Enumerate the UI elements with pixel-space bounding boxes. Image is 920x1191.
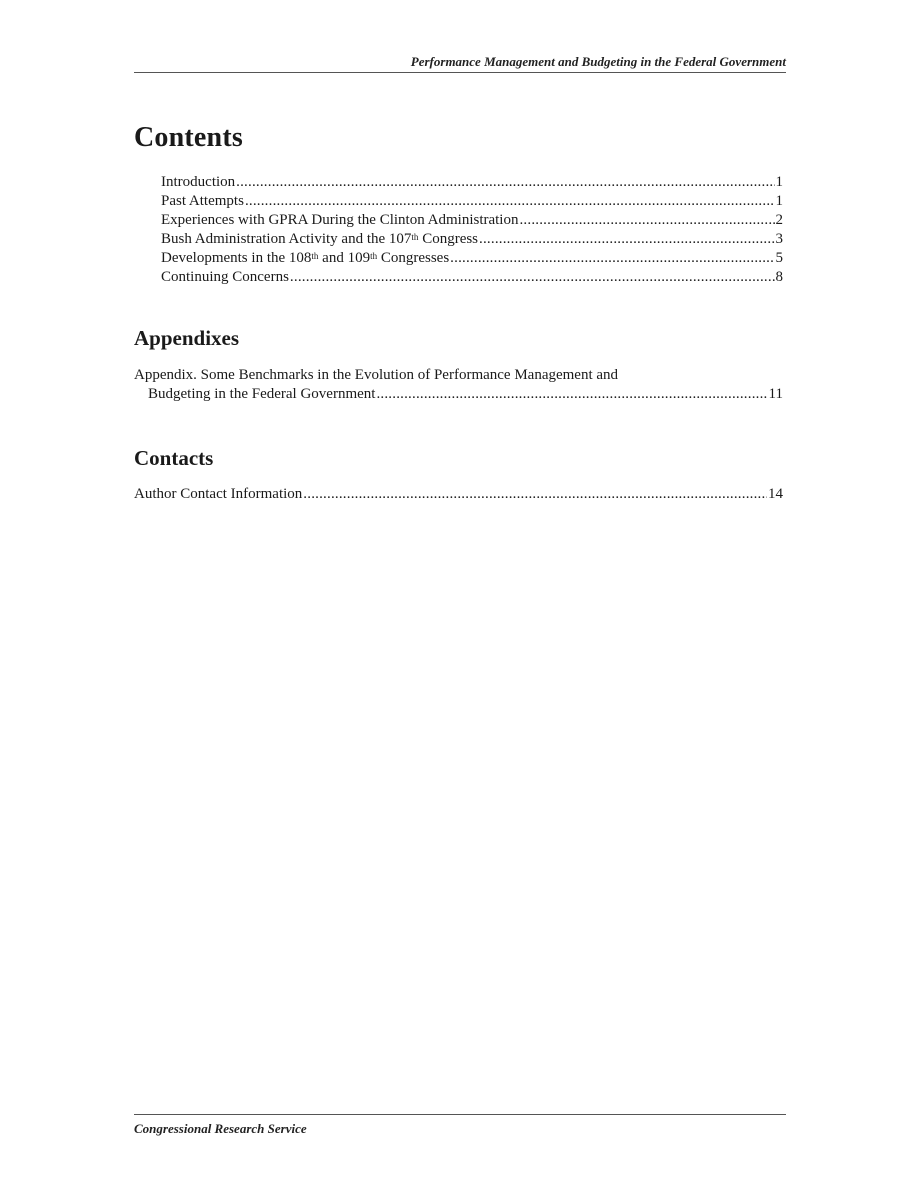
dot-leader	[303, 485, 767, 504]
appendixes-heading: Appendixes	[134, 326, 240, 350]
toc-entry-page: 1	[775, 193, 783, 209]
contacts-entry[interactable]	[134, 485, 783, 504]
footer-text: Congressional Research Service	[134, 1121, 307, 1136]
contacts-entry-page: 14	[768, 486, 783, 502]
contacts-heading: Contacts	[134, 446, 214, 470]
toc-entry-page: 8	[775, 269, 783, 285]
toc-entry-bush-107th[interactable]	[161, 230, 783, 249]
contents-heading: Contents	[134, 122, 243, 153]
toc-title-part: Congresses	[377, 250, 450, 266]
toc-entry-title: Continuing Concerns	[161, 269, 289, 285]
contents-list	[161, 173, 783, 287]
toc-entry-108th-109th[interactable]	[161, 249, 783, 268]
toc-entry-past-attempts[interactable]	[161, 192, 783, 211]
toc-title-part: Bush Administration Activity and the 107	[161, 231, 412, 247]
toc-entry-title: Introduction	[161, 174, 236, 190]
dot-leader	[236, 173, 774, 192]
toc-title-part: Congress	[418, 231, 479, 247]
toc-entry-page: 1	[775, 174, 783, 190]
toc-entry-clinton-gpra[interactable]	[161, 211, 783, 230]
appendix-entry-page: 11	[768, 386, 783, 402]
header-rule	[134, 72, 786, 73]
toc-entry-title: Past Attempts	[161, 193, 244, 209]
dot-leader	[450, 249, 774, 268]
appendix-entry-line1[interactable]: Appendix. Some Benchmarks in the Evolution of Performance Management and	[134, 367, 619, 383]
appendix-entry-title: Budgeting in the Federal Government	[148, 386, 376, 402]
dot-leader	[519, 211, 774, 230]
running-header: Performance Management and Budgeting in the Federal Government	[410, 54, 786, 69]
toc-entry-title	[161, 230, 478, 249]
toc-entry-page: 2	[775, 212, 783, 228]
ordinal-superscript: th	[370, 251, 378, 261]
toc-title-part: Developments in the 108	[161, 250, 312, 266]
dot-leader	[479, 230, 774, 249]
appendix-entry-line2[interactable]	[148, 385, 783, 404]
toc-entry-continuing-concerns[interactable]	[161, 268, 783, 287]
contacts-entry-title: Author Contact Information	[134, 486, 303, 502]
toc-entry-introduction[interactable]	[161, 173, 783, 192]
dot-leader	[290, 268, 775, 287]
footer-rule	[134, 1114, 786, 1115]
ordinal-superscript: th	[311, 251, 319, 261]
toc-entry-page: 5	[775, 250, 783, 266]
toc-entry-title: Experiences with GPRA During the Clinton Administration	[161, 212, 519, 228]
ordinal-superscript: th	[411, 232, 419, 242]
toc-title-part: and 109	[318, 250, 371, 266]
dot-leader	[376, 385, 767, 404]
toc-entry-title	[161, 249, 449, 268]
toc-entry-page: 3	[775, 231, 783, 247]
dot-leader	[245, 192, 775, 211]
